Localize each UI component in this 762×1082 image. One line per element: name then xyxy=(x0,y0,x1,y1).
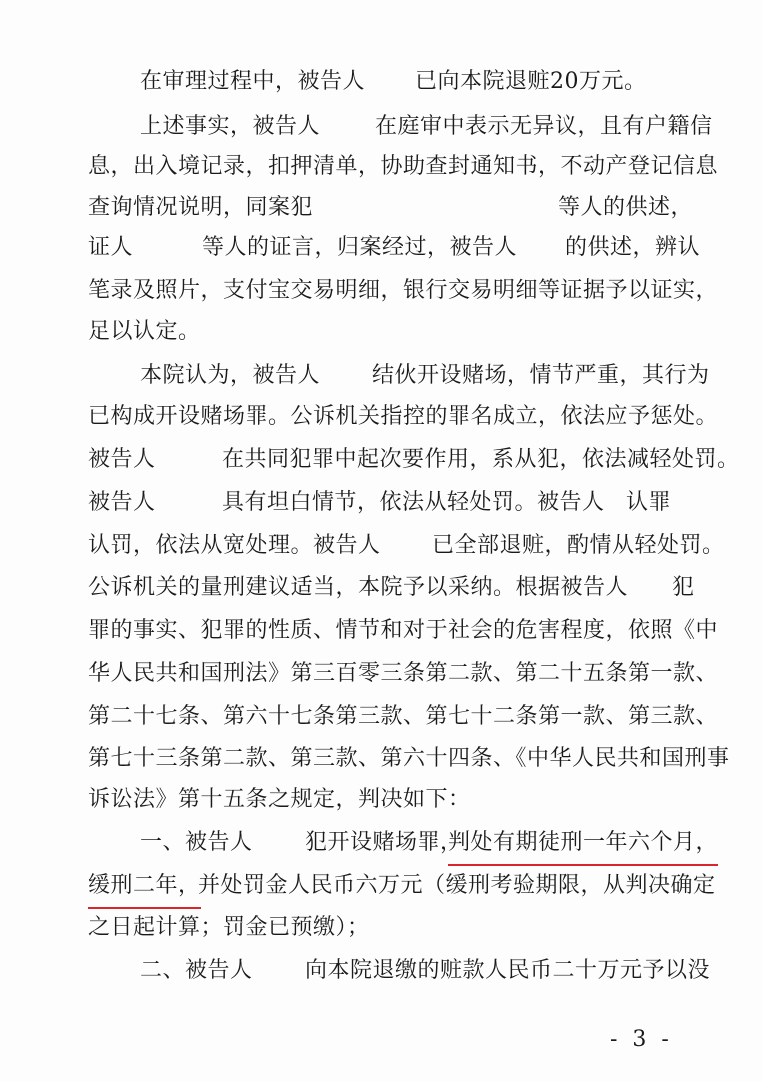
text-line xyxy=(0,440,762,480)
text-segment: 并处罚金人民币六万元（缓刑考验期限，从判决确定 xyxy=(198,873,716,898)
text-line xyxy=(0,526,762,566)
text-line xyxy=(0,823,762,863)
page-number: - 3 - xyxy=(610,1027,673,1052)
text-line xyxy=(0,188,762,228)
text-segment: 诉讼法》第十五条之规定，判决如下： xyxy=(88,787,471,812)
text-segment: 罪的事实、犯罪的性质、情节和对于社会的危害程度，依照《中 xyxy=(88,618,719,643)
text-segment: 犯 xyxy=(672,575,695,600)
text-line xyxy=(0,147,762,187)
text-line xyxy=(0,866,762,906)
text-line xyxy=(0,951,762,991)
text-line xyxy=(0,908,762,948)
text-segment: 上述事实，被告人 xyxy=(140,114,321,139)
text-segment: 查询情况说明，同案犯 xyxy=(88,195,314,220)
text-segment: 具有坦白情节，依法从轻处罚。被告人 xyxy=(222,490,605,515)
text-segment: 向本院退缴的赃款人民币二十万元予以没 xyxy=(305,958,711,983)
underlined-sentence: 判处有期徒刑一年六个月， xyxy=(448,823,718,866)
text-segment: 之日起计算；罚金已预缴）； xyxy=(88,915,370,940)
text-line xyxy=(0,654,762,694)
text-line xyxy=(0,568,762,608)
text-line xyxy=(0,611,762,651)
text-line xyxy=(0,780,762,820)
text-line xyxy=(0,356,762,396)
text-segment: 结伙开设赌场，情节严重，其行为 xyxy=(372,363,710,388)
text-segment: 足以认定。 xyxy=(88,319,201,344)
text-segment: 在共同犯罪中起次要作用，系从犯，依法减轻处罚。 xyxy=(222,447,740,472)
text-segment: 在庭审中表示无异议，且有户籍信 xyxy=(375,114,713,139)
text-segment: 等人的证言，归案经过，被告人 xyxy=(202,235,518,260)
text-segment: 第七十三条第二款、第三款、第六十四条、《中华人民共和国刑事 xyxy=(88,746,730,771)
text-segment: 认罪 xyxy=(626,490,672,515)
text-segment: 已全部退赃，酌情从轻处罚。 xyxy=(432,533,725,558)
text-segment: 证人 xyxy=(88,235,134,260)
text-line xyxy=(0,107,762,147)
text-segment: 本院认为，被告人 xyxy=(140,363,321,388)
text-segment: 华人民共和国刑法》第三百零三条第二款、第二十五条第一款、 xyxy=(88,661,719,686)
text-segment: 公诉机关的量刑建议适当，本院予以采纳。根据被告人 xyxy=(88,575,629,600)
text-segment: 第二十七条、第六十七条第三款、第七十二条第一款、第三款、 xyxy=(88,704,719,729)
text-line xyxy=(0,312,762,352)
text-segment: 认罚，依法从宽处理。被告人 xyxy=(88,533,381,558)
text-line xyxy=(0,483,762,523)
text-segment: 等人的供述， xyxy=(558,195,694,220)
text-line xyxy=(0,228,762,268)
text-segment: 被告人 xyxy=(88,490,156,515)
underlined-sentence: 缓刑二年， xyxy=(88,866,201,909)
text-segment: 犯开设赌场罪， xyxy=(305,830,463,855)
text-segment: 笔录及照片，支付宝交易明细，银行交易明细等证据予以证实， xyxy=(88,278,719,303)
text-segment: 在审理过程中，被告人 xyxy=(140,69,366,94)
text-line xyxy=(0,739,762,779)
text-segment: 已向本院退赃20万元。 xyxy=(415,69,647,94)
text-segment: 息，出入境记录，扣押清单，协助查封通知书，不动产登记信息 xyxy=(88,154,719,179)
text-segment: 的供述，辨认 xyxy=(565,235,701,260)
text-line xyxy=(0,62,762,102)
text-segment: 二、被告人 xyxy=(140,958,253,983)
text-line xyxy=(0,697,762,737)
text-line xyxy=(0,397,762,437)
text-line xyxy=(0,271,762,311)
text-segment: 已构成开设赌场罪。公诉机关指控的罪名成立，依法应予惩处。 xyxy=(88,404,719,429)
text-segment: 被告人 xyxy=(88,447,156,472)
text-segment: 一、被告人 xyxy=(140,830,253,855)
